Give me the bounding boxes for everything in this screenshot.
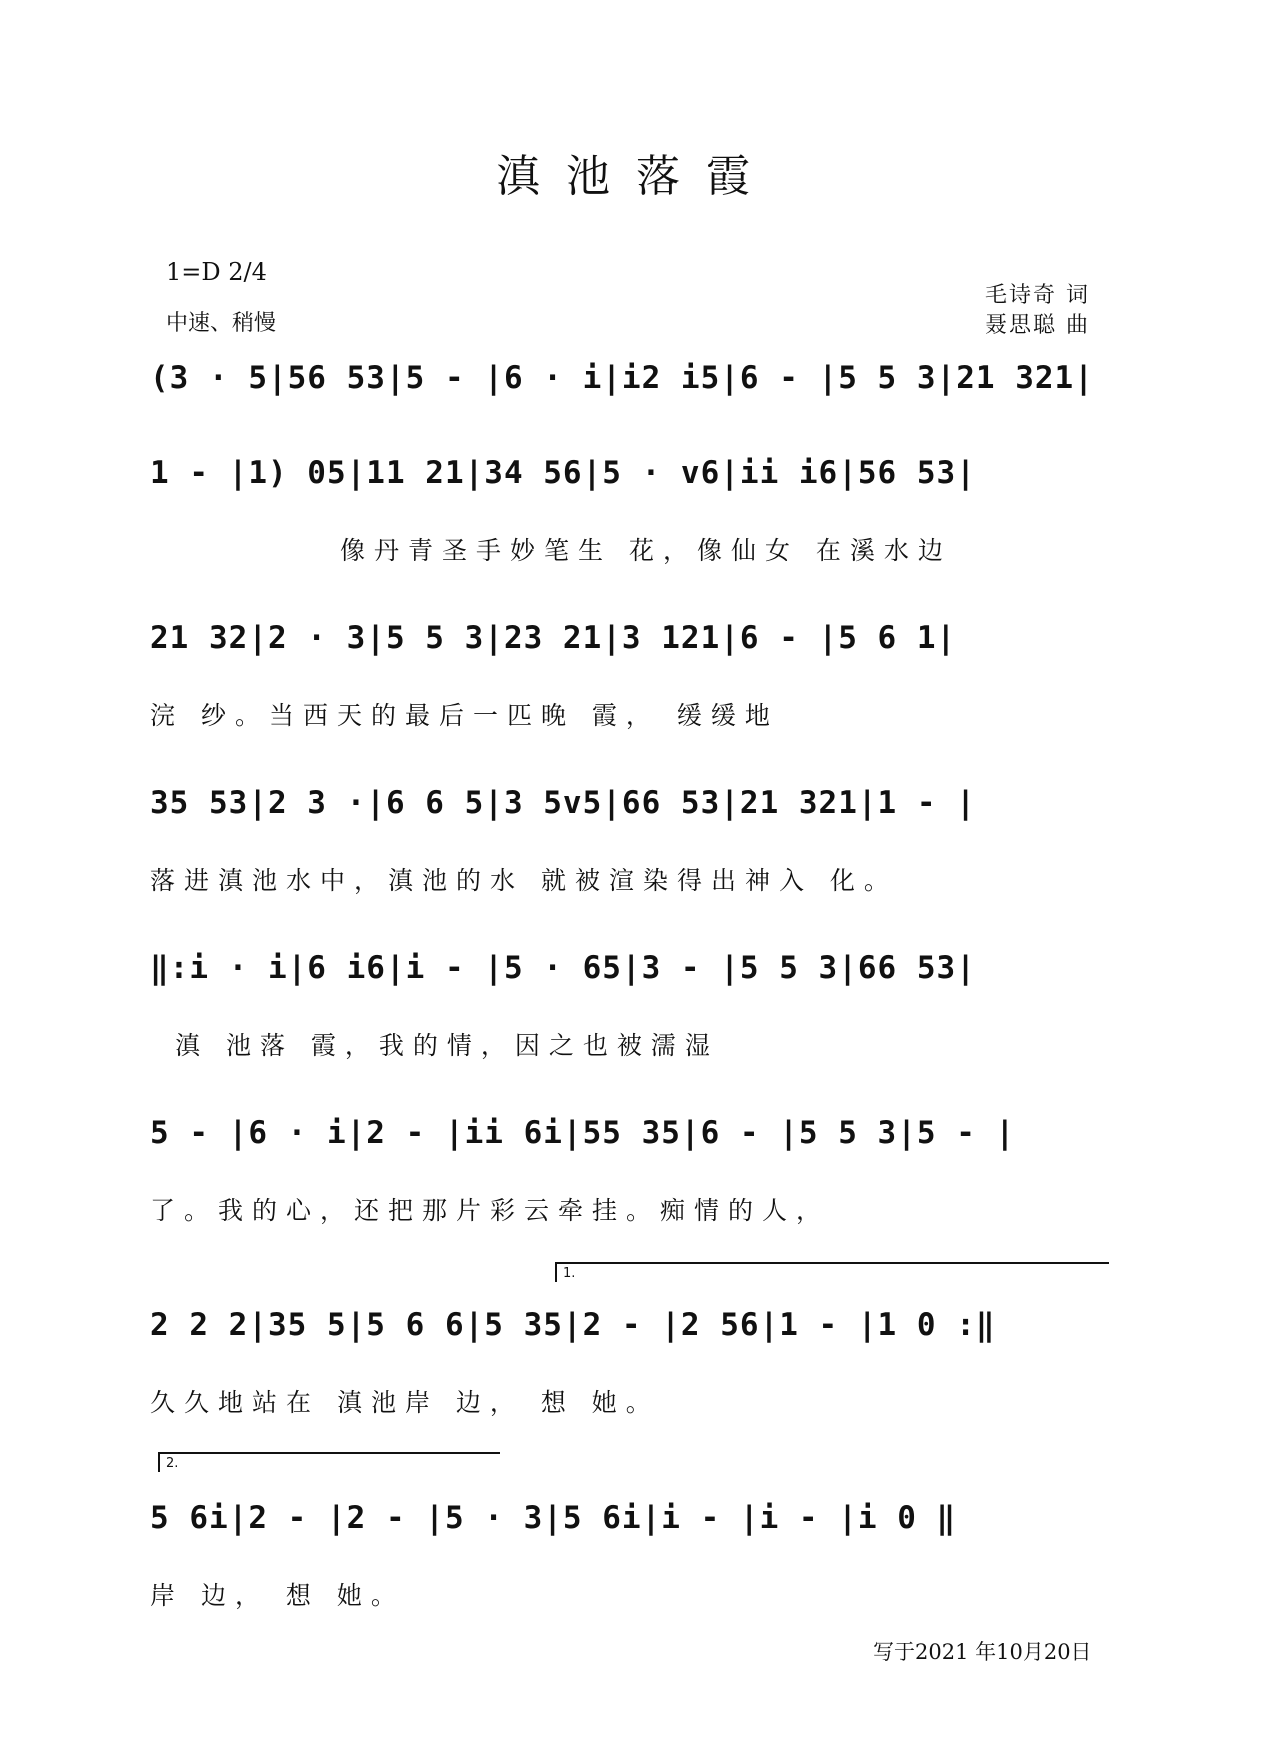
notation-line: 21 32|2 · 3|5 5 3|23 21|3 121|6 - |5 6 1| bbox=[150, 620, 957, 656]
lyric-line: 浣 纱。当西天的最后一匹晚 霞， 缓缓地 bbox=[150, 701, 779, 730]
lyric-line: 久久地站在 滇池岸 边， 想 她。 bbox=[150, 1388, 660, 1417]
notation-line: 5 6i|2 - |2 - |5 · 3|5 6i|i - |i - |i 0 ‖ bbox=[150, 1500, 957, 1536]
composer-credit: 聂思聪 曲 bbox=[985, 313, 1090, 338]
date-written: 写于2021 年10月20日 bbox=[873, 1640, 1092, 1664]
notation-line: 2 2 2|35 5|5 6 6|5 35|2 - |2 56|1 - |1 0 :‖ bbox=[150, 1307, 996, 1343]
notation-line: 5 - |6 · i|2 - |ii 6i|55 35|6 - |5 5 3|5 - | bbox=[150, 1115, 1016, 1151]
lyricist-credit: 毛诗奇 词 bbox=[985, 283, 1090, 308]
first-ending-label: 1. bbox=[563, 1266, 576, 1281]
notation-line: (3 · 5|56 53|5 - |6 · i|i2 i5|6 - |5 5 3|21 321| bbox=[150, 360, 1094, 396]
lyric-line: 滇 池落 霞，我的情，因之也被濡湿 bbox=[175, 1031, 719, 1060]
tempo-marking: 中速、稍慢 bbox=[166, 311, 277, 336]
notation-line: 1 - |1) 05|11 21|34 56|5 · v6|ii i6|56 53| bbox=[150, 455, 976, 491]
notation-line: 35 53|2 3 ·|6 6 5|3 5v5|66 53|21 321|1 - | bbox=[150, 785, 976, 821]
lyric-line: 了。我的心，还把那片彩云牵挂。痴情的人， bbox=[150, 1196, 831, 1225]
lyric-line: 岸 边， 想 她。 bbox=[150, 1581, 405, 1610]
song-title: 滇池落霞 bbox=[496, 151, 776, 202]
second-ending-bracket bbox=[158, 1452, 500, 1472]
key-signature: 1=D 2/4 bbox=[166, 258, 267, 286]
lyric-line: 落进滇池水中，滇池的水 就被渲染得出神入 化。 bbox=[150, 866, 898, 895]
notation-line: ‖:i · i|6 i6|i - |5 · 65|3 - |5 5 3|66 53| bbox=[150, 950, 976, 986]
second-ending-label: 2. bbox=[166, 1456, 179, 1471]
first-ending-bracket bbox=[555, 1262, 1109, 1282]
lyric-line: 像丹青圣手妙笔生 花，像仙女 在溪水边 bbox=[340, 536, 952, 565]
